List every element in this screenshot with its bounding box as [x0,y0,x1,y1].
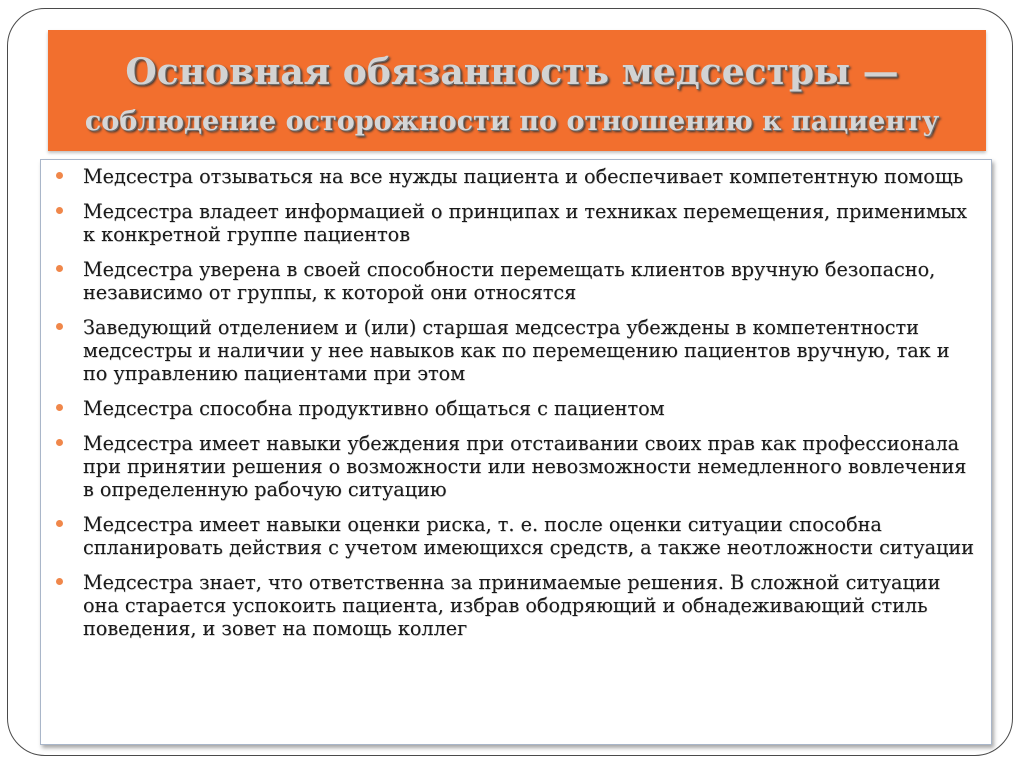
list-item [41,165,991,188]
slide-subtitle: соблюдение осторожности по отношению к пациенту [84,106,940,137]
list-item [41,258,991,304]
list-item [41,513,991,559]
list-item [41,432,991,501]
slide-title: Основная обязанность медсестры — [125,51,899,93]
content-panel [40,159,992,745]
list-item [41,571,991,640]
bullet-text: Медсестра уверена в своей способности перемещать клиентов вручную безопасно, независимо от группы, к которой они относятся [83,258,936,304]
bullet-text: Медсестра отзываться на все нужды пациента и обеспечивает компетентную помощь [83,165,964,188]
bullet-dot-icon [56,439,63,446]
bullet-text: Медсестра способна продуктивно общаться с пациентом [83,397,665,420]
bullet-text: Медсестра имеет навыки убеждения при отстаивании своих прав как профессионала при принятии решения о возможности или невозможности немедленного вовлечения в определенную рабочую ситуацию [83,432,967,501]
bullet-dot-icon [56,207,63,214]
bullet-dot-icon [56,172,63,179]
bullet-text: Заведующий отделением и (или) старшая медсестра убеждены в компетентности медсестры и наличии у нее навыков как по перемещению пациентов вручную, так и по управлению пациентами при этом [83,316,950,385]
bullet-dot-icon [56,520,63,527]
bullet-list [41,165,991,652]
list-item [41,397,991,420]
bullet-dot-icon [56,578,63,585]
list-item [41,316,991,385]
list-item [41,200,991,246]
bullet-dot-icon [56,265,63,272]
bullet-text: Медсестра знает, что ответственна за принимаемые решения. В сложной ситуации она старается успокоить пациента, избрав ободряющий и обнадеживающий стиль поведения, и зовет на помощь коллег [83,571,941,640]
bullet-text: Медсестра владеет информацией о принципах и техниках перемещения, применимых к конкретной группе пациентов [83,200,967,246]
bullet-text: Медсестра имеет навыки оценки риска, т. е. после оценки ситуации способна спланировать действия с учетом имеющихся средств, а также неотложности ситуации [83,513,974,559]
bullet-dot-icon [56,404,63,411]
bullet-dot-icon [56,323,63,330]
